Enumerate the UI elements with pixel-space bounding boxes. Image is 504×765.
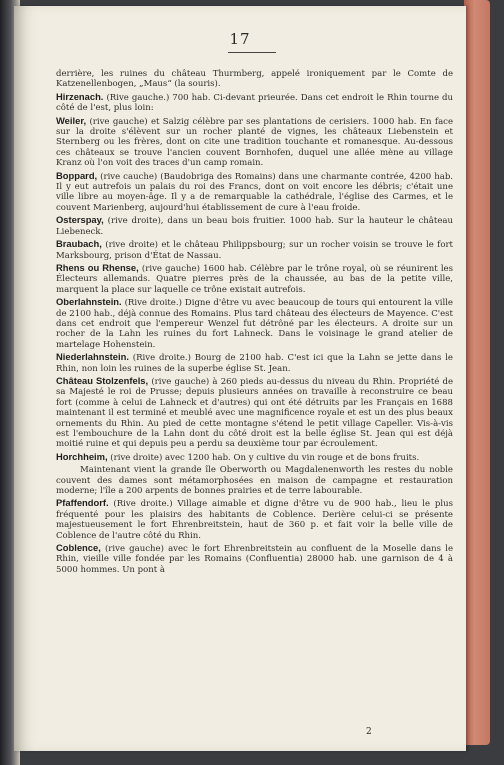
entry-text: Maintenant vient la grande île Oberworth ou Magdalenenworth les restes du noble couvent des dames sont métamorphosées en maison de campagne et restauration moderne; l'île a 200 arpents de bonnes prairies et de terre labourable. xyxy=(56,465,453,497)
entry-text: (Rive gauche.) 700 hab. Ci-devant prieurée. Dans cet endroit le Rhin tourne du côté de l'est, plus loin: xyxy=(56,92,454,114)
entry-place-name: Boppard, xyxy=(56,169,98,181)
entry-text: (Rive droite.) Bourg de 2100 hab. C'est ici que la Lahn se jette dans le Rhin, non loin les ruines de la superbe église St. Jean. xyxy=(56,353,453,374)
gazetteer-entry xyxy=(56,263,453,295)
page-body xyxy=(56,69,453,577)
entry-place-name: Niederlahnstein. xyxy=(56,351,129,363)
entry-text: (rive gauche) à 260 pieds au-dessus du niveau du Rhin. Propriété de sa Majesté le roi de Prusse; depuis plusieurs années on travaille à reconstruire ce beau fort (comme à celui de Lahneck et d'autres) qui ont été détruits par les Français en 1688 maintenant il est terminé et meublé avec une magnificence royale et est un des plus beaux ornements du Rhin. Au pied de cette montagne s'étend le petit village Capeller. Vis-à-vis est l'embouchure de la Lahn dont du côté droit est la belle église St. Jean qui est déjà moitié ruine et qui depuis peu a perdu sa deuxième tour par écroulement. xyxy=(56,376,454,450)
entry-text: (rive gauche) avec le fort Ehrenbreitstein au confluent de la Moselle dans le Rhin, vieille ville fondée par les Romains (Confluentia) 28000 hab. une garnison de 4 à 5000 hommes. Un pont à xyxy=(56,544,453,575)
page-number: 17 xyxy=(229,30,251,48)
entry-text: derrière, les ruines du château Thurmberg, appelé ironiquement par le Comte de Katzenellenbogen, „Maus“ (la souris). xyxy=(56,69,453,90)
entry-text: (Rive droite.) Digne d'être vu avec beaucoup de tours qui entourent la ville de 2100 hab., déjà connue des Romains. Plus tard château des électeurs de Mayence. C'est dans cet endroit que l'empereur Wenzel fut détrôné par les électeurs. A droite sur un rocher de la Lahn les ruines du fort Lahneck. Dans le voisinage le grand atelier de martelage Hohenstein. xyxy=(56,298,453,350)
entry-place-name: Pfaffendorf. xyxy=(56,497,109,509)
entry-place-name: Horchheim, xyxy=(56,450,108,462)
entry-place-name: Weiler, xyxy=(56,114,87,126)
gazetteer-entry xyxy=(56,376,453,450)
gazetteer-entry xyxy=(56,92,453,114)
entry-place-name: Osterspay, xyxy=(56,214,104,226)
gazetteer-entry xyxy=(56,465,453,496)
entry-text: (rive gauche) 1600 hab. Célèbre par le trône royal, où se réunirent les Électeurs allemands. Quatre pierres près de la chaussée, au bas de la petite ville, marquent la place sur laquelle ce trône existait autrefois. xyxy=(56,263,453,295)
book-cover-edge xyxy=(464,0,490,745)
gazetteer-entry xyxy=(56,543,453,575)
entry-place-name: Braubach, xyxy=(56,238,102,250)
gazetteer-entry xyxy=(56,498,453,541)
gazetteer-entry xyxy=(56,452,453,463)
entry-text: (rive droite) et le château Philippsbourg; sur un rocher voisin se trouve le fort Marksbourg, prison d'État de Nassau. xyxy=(56,240,453,261)
gazetteer-entry xyxy=(56,171,453,214)
gazetteer-entry xyxy=(56,116,453,169)
gazetteer-entry xyxy=(56,215,453,237)
entry-text: (Rive droite.) Village aimable et digne d'être vu de 900 hab., lieu le plus fréquenté pour les plaisirs des habitants de Coblence. Derière celui-ci se présente majestueusement le fort Ehrenbreitstein, haut de 360 p. et fait voir la belle ville de Coblence de l'autre côté du Rhin. xyxy=(56,499,453,541)
entry-text: (rive cauche) (Baudobriga des Romains) dans une charmante contrée, 4200 hab. Il y eut autrefois un palais du roi des Francs, dont on voit encore les débris; c'était une ville libre au moyen-âge. Il y a de remarquable la cathédrale, l'église des Carmes, et le couvent Marienberg, aujourd'hui établissement de cure à l'eau froide. xyxy=(56,171,454,213)
entry-text: (rive droite), dans un beau bois fruitier. 1000 hab. Sur la hauteur le château Liebeneck. xyxy=(56,216,453,237)
page-number-rule xyxy=(228,52,276,53)
gazetteer-entry xyxy=(56,297,453,350)
entry-place-name: Rhens ou Rhense, xyxy=(56,261,139,273)
entry-place-name: Coblence, xyxy=(56,542,101,554)
entry-place-name: Oberlahnstein. xyxy=(56,296,122,308)
entry-place-name: Château Stolzenfels, xyxy=(56,374,149,386)
gazetteer-entry xyxy=(56,69,453,90)
printer-signature: 2 xyxy=(366,727,372,737)
entry-text: (rive gauche) et Salzig célèbre par ses plantations de cerisiers. 1000 hab. En face sur la droite s'élèvent sur un rocher planté de vignes, les châteaux Liebenstein et Sternberg ou les frères, dont on cite une tradition touchante et romanesque. Au-dessous ces châteaux se trouve l'ancien couvent Bornhofen, duquel une allée mène au village Kranz où l'on voit des traces d'un camp romain. xyxy=(56,116,454,169)
gazetteer-entry xyxy=(56,239,453,261)
gazetteer-entry xyxy=(56,352,453,374)
entry-text: (rive droite) avec 1200 hab. On y cultive du vin rouge et de bons fruits. xyxy=(110,452,420,463)
entry-place-name: Hirzenach. xyxy=(56,90,104,102)
book-page xyxy=(14,6,466,751)
